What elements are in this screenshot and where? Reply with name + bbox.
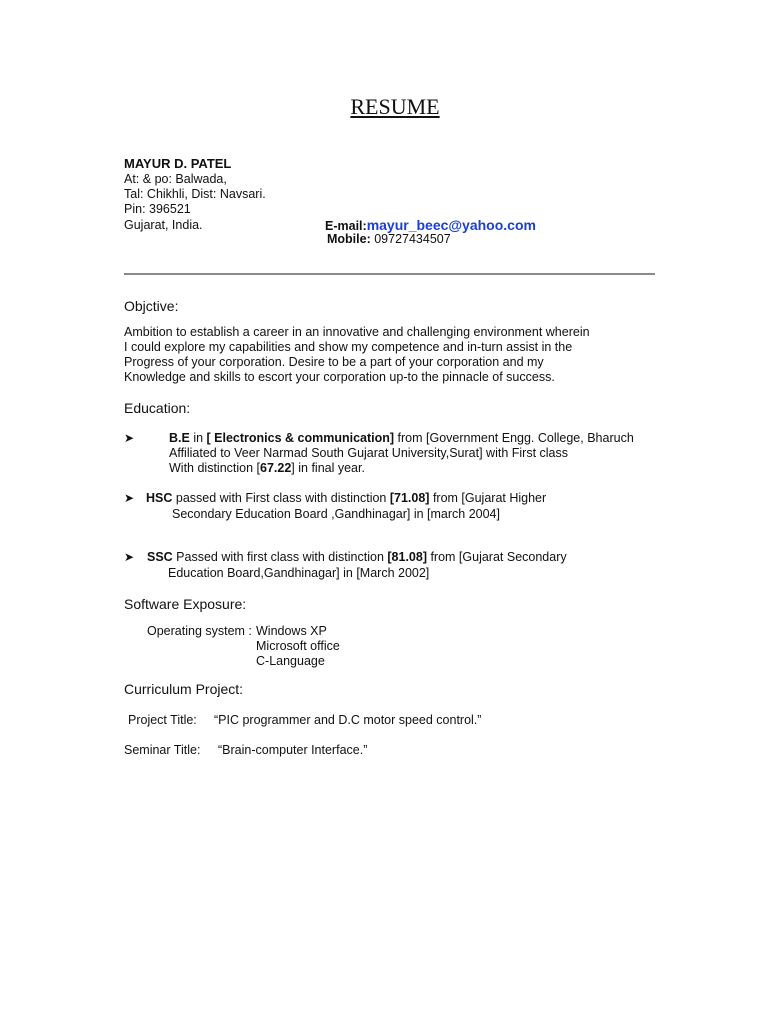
address-line-3: Pin: 396521 (124, 202, 191, 216)
address-line-4: Gujarat, India. (124, 218, 203, 232)
be-degree: B.E (169, 431, 190, 445)
be-text-1: in (189, 431, 207, 445)
be-field: [ Electronics & communication] (206, 431, 395, 445)
address-line-2: Tal: Chikhli, Dist: Navsari. (124, 187, 266, 201)
email-label: E-mail: (325, 219, 367, 233)
education-be-line-1 (169, 431, 634, 445)
email-link[interactable]: mayur_beec@yahoo.com (366, 217, 536, 233)
email-row (325, 217, 536, 233)
software-item: Windows XP (256, 624, 327, 638)
objective-line: Ambition to establish a career in an innovative and challenging environment wherein (124, 325, 590, 339)
page-title: RESUME (350, 94, 440, 119)
mobile-row (327, 232, 451, 246)
be-text-2: from [Government Engg. College, Bharuch (394, 431, 634, 445)
objective-heading: Objctive: (124, 298, 179, 314)
hsc-degree: HSC (146, 491, 173, 505)
bullet-arrow-icon: ➤ (124, 550, 135, 564)
bullet-arrow-icon: ➤ (124, 491, 135, 505)
be-text-3: With distinction [ (169, 461, 261, 475)
ssc-degree: SSC (147, 550, 173, 564)
education-be-line-3 (169, 461, 365, 475)
ssc-text-1: Passed with first class with distinction (172, 550, 388, 564)
hsc-score: [71.08] (389, 491, 430, 505)
address-line-1: At: & po: Balwada, (124, 172, 227, 186)
education-be-line-2: Affiliated to Veer Narmad South Gujarat University,Surat] with First class (169, 446, 568, 460)
be-text-4: ] in final year. (291, 461, 365, 475)
software-item: Microsoft office (256, 639, 340, 653)
mobile-value: 09727434507 (370, 232, 451, 246)
os-label: Operating system : (147, 624, 252, 638)
horizontal-divider (124, 273, 655, 275)
objective-line: Progress of your corporation. Desire to be a part of your corporation and my (124, 355, 544, 369)
project-title-label: Project Title: (128, 713, 197, 727)
hsc-text-1: passed with First class with distinction (172, 491, 390, 505)
seminar-title-value: “Brain-computer Interface.” (218, 743, 368, 757)
ssc-text-2: from [Gujarat Secondary (426, 550, 567, 564)
education-heading: Education: (124, 400, 191, 416)
objective-text (124, 325, 590, 385)
project-title-value: “PIC programmer and D.C motor speed control.” (214, 713, 482, 727)
candidate-name: MAYUR D. PATEL (124, 156, 232, 171)
project-heading: Curriculum Project: (124, 681, 244, 697)
education-ssc-line-1 (147, 550, 567, 564)
education-hsc-line-2: Secondary Education Board ,Gandhinagar] in [march 2004] (172, 507, 500, 521)
mobile-label: Mobile: (327, 232, 371, 246)
ssc-score: [81.08] (387, 550, 427, 564)
objective-line: I could explore my capabilities and show my competence and in-turn assist in the (124, 340, 573, 354)
seminar-title-label: Seminar Title: (124, 743, 201, 757)
be-score: 67.22 (260, 461, 292, 475)
education-hsc-line-1 (146, 491, 546, 505)
objective-line: Knowledge and skills to escort your corporation up-to the pinnacle of success. (124, 370, 555, 384)
education-ssc-line-2: Education Board,Gandhinagar] in [March 2002] (168, 566, 430, 580)
software-item: C-Language (256, 654, 325, 668)
bullet-arrow-icon: ➤ (124, 431, 135, 445)
software-heading: Software Exposure: (124, 596, 247, 612)
hsc-text-2: from [Gujarat Higher (429, 491, 547, 505)
